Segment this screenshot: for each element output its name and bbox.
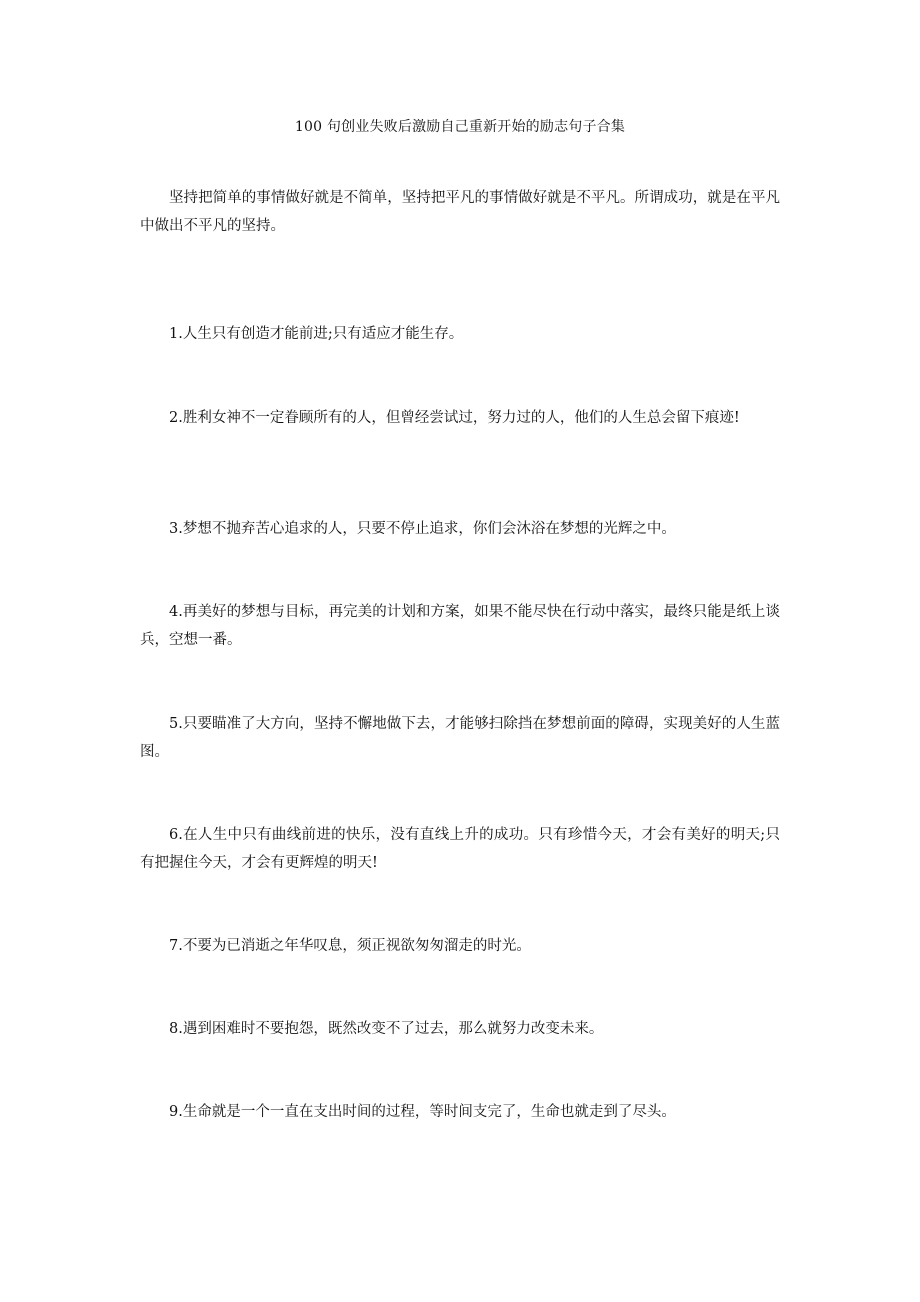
list-item: 4.再美好的梦想与目标，再完美的计划和方案，如果不能尽快在行动中落实，最终只能是纸上谈兵，空想一番。 bbox=[140, 604, 780, 648]
list-item: 3.梦想不抛弃苦心追求的人，只要不停止追求，你们会沐浴在梦想的光辉之中。 bbox=[169, 521, 676, 537]
list-item: 7.不要为已消逝之年华叹息，须正视欲匆匆溜走的时光。 bbox=[169, 938, 531, 954]
list-item: 6.在人生中只有曲线前进的快乐，没有直线上升的成功。只有珍惜今天，才会有美好的明天;只有把握住今天，才会有更辉煌的明天! bbox=[140, 827, 780, 871]
list-item: 9.生命就是一个一直在支出时间的过程，等时间支完了，生命也就走到了尽头。 bbox=[169, 1104, 676, 1120]
list-item: 2.胜利女神不一定眷顾所有的人，但曾经尝试过，努力过的人，他们的人生总会留下痕迹! bbox=[169, 410, 740, 426]
list-item: 5.只要瞄准了大方向，坚持不懈地做下去，才能够扫除挡在梦想前面的障碍，实现美好的人生蓝图。 bbox=[140, 716, 780, 760]
list-item: 1.人生只有创造才能前进;只有适应才能生存。 bbox=[169, 326, 464, 342]
intro-paragraph: 坚持把简单的事情做好就是不简单，坚持把平凡的事情做好就是不平凡。所谓成功，就是在平凡中做出不平凡的坚持。 bbox=[140, 190, 780, 234]
list-item: 8.遇到困难时不要抱怨，既然改变不了过去，那么就努力改变未来。 bbox=[169, 1021, 604, 1037]
document-title: 100 句创业失败后激励自己重新开始的励志句子合集 bbox=[294, 119, 626, 135]
